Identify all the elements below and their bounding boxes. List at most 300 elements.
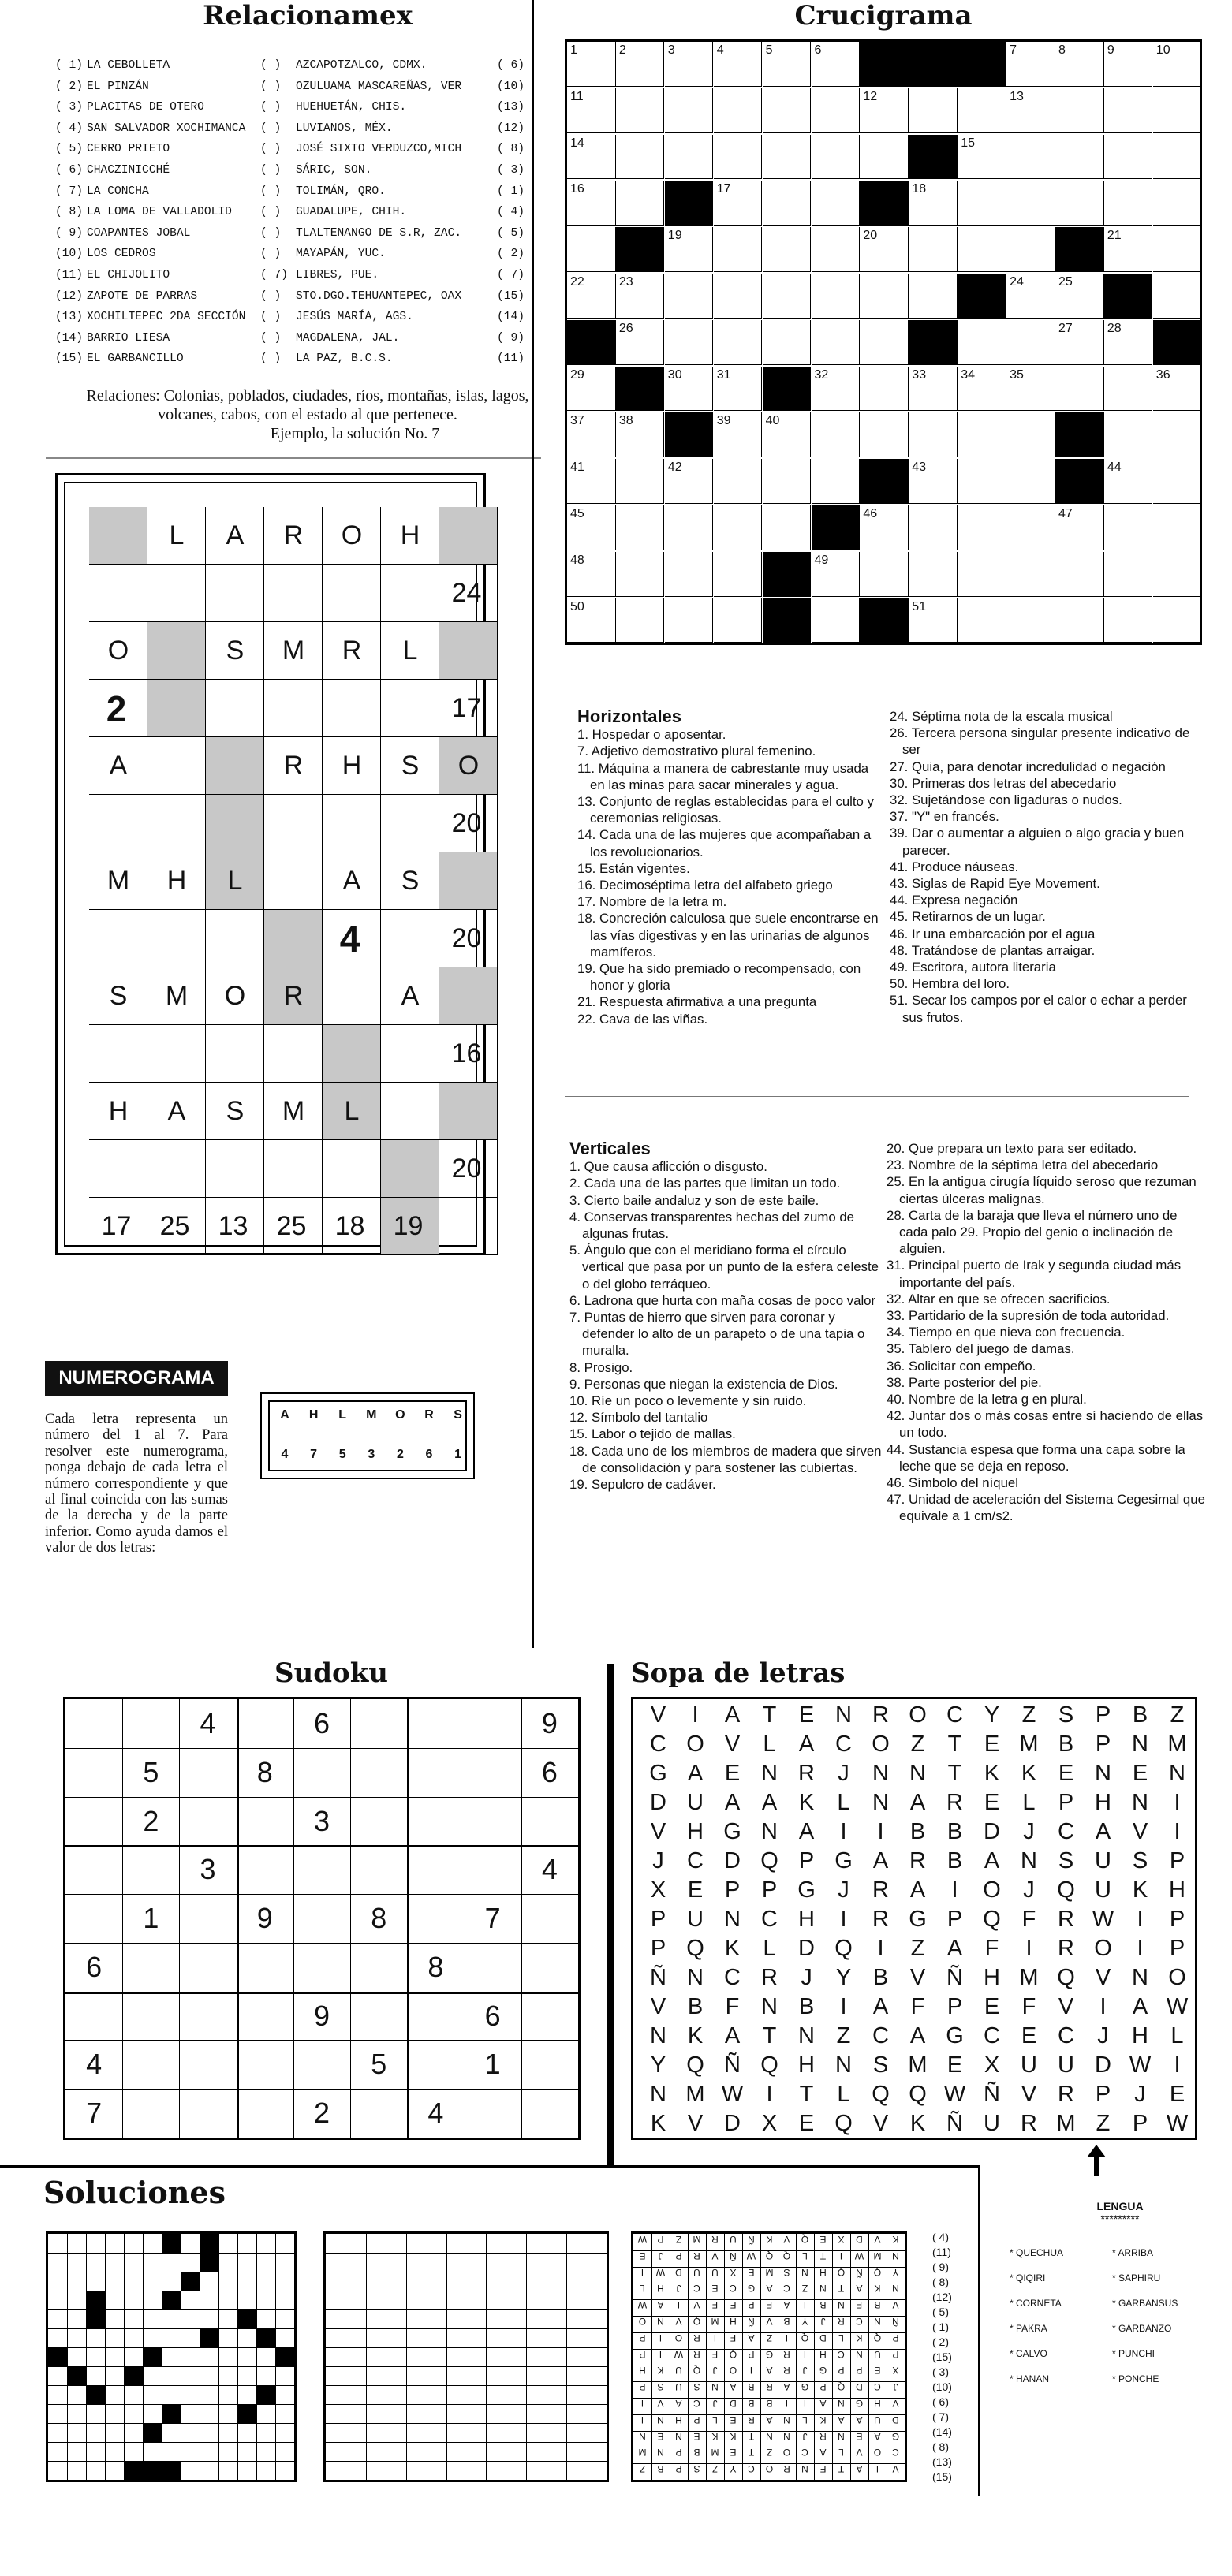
sopa-letter: W (1166, 1994, 1189, 2019)
rel-state: LIBRES, PUE. (296, 268, 379, 281)
sopa-letter: Q (1057, 1965, 1075, 1990)
sopa-solution-letter: A (874, 2430, 881, 2442)
crossword-cell: 47 (1055, 505, 1104, 550)
numerograma-letter: R (283, 751, 304, 781)
rel-blank: ( 7) (260, 268, 289, 281)
relacionamex-row (55, 139, 525, 160)
solution-hline (326, 2423, 607, 2424)
sopa-solution-letter: A (856, 2283, 863, 2295)
sopa-solution-letter: L (711, 2414, 718, 2425)
sopa-solution-letter: J (712, 2398, 718, 2409)
crossword-cell (1153, 88, 1202, 133)
sopa-solution-letter: P (892, 2332, 899, 2343)
relacionamex-solution (932, 2230, 972, 2485)
sopa-solution-letter: C (838, 2348, 846, 2360)
crossword-cell (616, 135, 665, 180)
sopa-solution-letter: Q (873, 2266, 882, 2278)
relacionamex-row (55, 244, 525, 265)
sopa-solution-letter: V (783, 2234, 790, 2245)
sopa-solution-letter: E (693, 2430, 700, 2442)
sopa-letter: Q (686, 1936, 704, 1961)
sudoku-given: 5 (143, 1755, 159, 1788)
clue-item: 8. Prosigo. (569, 1359, 633, 1375)
sopa-solution-letter: N (819, 2283, 827, 2295)
sopa-letter: T (947, 1732, 962, 1757)
numerograma-letter: S (226, 1096, 245, 1126)
sopa-solution-letter: P (657, 2234, 664, 2245)
crossword-black-cell (616, 367, 665, 412)
sopa-letter: P (724, 1877, 741, 1903)
sopa-letter: A (909, 1790, 926, 1815)
crossword-cell (1153, 412, 1202, 457)
column-divider (532, 0, 534, 1648)
crossword-cell (860, 552, 909, 597)
numerograma-gray-cell (206, 795, 264, 852)
rel-place: LA LOMA DE VALLADOLID (87, 206, 232, 219)
sopa-solution-letter: U (729, 2234, 737, 2245)
sopa-solution-letter: I (749, 2365, 752, 2377)
sudoku-hline (65, 1943, 578, 1944)
sopa-solution-letter: B (748, 2398, 755, 2409)
sopa-letter: F (910, 1994, 925, 2019)
key-letter: M (366, 1408, 377, 1422)
sopa-solution-letter: K (711, 2430, 719, 2442)
sopa-solution-letter: W (854, 2250, 864, 2261)
sudoku-hline (65, 1992, 578, 1994)
sopa-solution-letter: F (766, 2299, 772, 2311)
sopa-solution-letter: T (748, 2430, 754, 2442)
crossword-cell (1055, 181, 1104, 226)
sopa-letter: N (872, 1790, 889, 1815)
soluciones-title: Soluciones (43, 2175, 226, 2210)
numerograma-cell (89, 1025, 147, 1083)
sopa-solution-letter: T (838, 2463, 845, 2475)
rel-place: EL CHIJOLITO (87, 268, 170, 281)
rel-blank: ( ) (260, 206, 282, 219)
sopa-letter: R (761, 1965, 778, 1990)
sopa-letter: O (1094, 1936, 1112, 1961)
sopa-solution-letter: O (674, 2332, 682, 2343)
verticales-left (569, 1140, 883, 1493)
sopa-solution-letter: B (748, 2381, 755, 2393)
sopa-solution-letter: R (765, 2381, 773, 2393)
crossword-cell (665, 88, 714, 133)
sopa-letter: G (834, 1848, 853, 1873)
sopa-solution-letter: J (802, 2430, 808, 2442)
solution-hline (48, 2347, 294, 2348)
numerograma-cell (381, 795, 439, 852)
solution-black-cell (162, 2404, 181, 2423)
sopa-solution-letter: I (659, 2348, 663, 2360)
sopa-solution-letter: E (730, 2447, 737, 2459)
sopa-letter: A (798, 1732, 815, 1757)
lengua-heading (1073, 2200, 1167, 2225)
clue-item: 36. Solicitar con empeño. (887, 1358, 1036, 1374)
numerograma-letter: H (342, 751, 362, 781)
sopa-solution-letter: Ñ (856, 2266, 863, 2278)
numerograma-letter: A (167, 1096, 186, 1126)
sopa-solution-letter: H (674, 2414, 682, 2425)
solution-vline (86, 2234, 87, 2480)
crossword-black-cell (909, 135, 958, 180)
key-letter: L (338, 1408, 347, 1422)
rel-number: ( 7) (55, 185, 84, 198)
numerograma-gray-cell (323, 1025, 381, 1083)
crossword-black-cell (665, 412, 714, 457)
sopa-letter: E (687, 1877, 704, 1903)
crossword-black-cell (909, 42, 958, 87)
sopa-solution-letter: S (693, 2463, 700, 2475)
sudoku-given: 2 (143, 1804, 159, 1837)
numerograma-letter: A (109, 751, 128, 781)
sopa-solution-letter: Y (730, 2463, 737, 2475)
sopa-solution-letter: V (675, 2316, 682, 2327)
sopa-solution-letter: N (657, 2316, 664, 2327)
sopa-letter: N (687, 1965, 704, 1990)
sopa-solution-letter: N (783, 2430, 791, 2442)
sopa-letter: Q (834, 1936, 853, 1961)
sopa-letter: A (1132, 1994, 1148, 2019)
sopa-solution-letter: R (783, 2463, 791, 2475)
sopa-solution-letter: N (892, 2283, 899, 2295)
numerograma-letter: L (169, 520, 185, 550)
clue-item: 26. Tercera persona singular presente indicativo de ser (890, 725, 1190, 758)
numerograma-letter: L (227, 866, 243, 896)
rel-state: SÁRIC, SON. (296, 163, 372, 177)
sopa-letter: K (724, 1936, 741, 1961)
sopa-letter: A (761, 1790, 778, 1815)
crossword-cell: 5 (763, 42, 812, 87)
clue-item: 18. Cada uno de los miembros de madera que sirven de consolidación y para sostener las cubiertas. (569, 1443, 882, 1475)
rel-answer: ( 9) (932, 2261, 949, 2273)
sopa-solution-letter: C (747, 2463, 755, 2475)
sopa-letter: J (1023, 1819, 1035, 1844)
clue-item: 33. Partidario de la supresión de toda autoridad. (887, 1308, 1170, 1324)
sopa-solution-letter: H (657, 2283, 664, 2295)
key-number: 4 (281, 1448, 289, 1461)
rel-state: JESÚS MARÍA, AGS. (296, 311, 413, 324)
sopa-solution-letter: I (875, 2463, 879, 2475)
crossword-cell (812, 274, 861, 319)
crossword-black-cell (958, 274, 1006, 319)
clue-item: 11. Máquina a manera de cabrestante muy usada en las minas para sacar minerales y agua. (577, 760, 869, 792)
sopa-solution-letter: I (640, 2414, 644, 2425)
clue-item: 1. Que causa aflicción o disgusto. (569, 1159, 767, 1175)
sopa-solution-letter: L (802, 2250, 808, 2261)
sopa-solution-letter: V (892, 2398, 899, 2409)
rel-place: COAPANTES JOBAL (87, 226, 191, 240)
sudoku-given: 8 (256, 1755, 273, 1788)
rel-place: BARRIO LIESA (87, 331, 170, 345)
solution-hline (48, 2423, 294, 2424)
sopa-letter: A (909, 2023, 926, 2048)
sopa-solution-letter: D (892, 2414, 899, 2425)
rel-number: ( 2) (55, 80, 84, 93)
crossword-cell: 44 (1104, 459, 1153, 504)
rel-code: (14) (497, 311, 525, 324)
sopa-solution-letter: D (674, 2266, 682, 2278)
rel-number: ( 6) (55, 163, 84, 177)
numerograma-row-sum: 20 (451, 808, 482, 838)
crossword-cell (763, 227, 812, 272)
clue-item: 35. Tablero del juego de damas. (887, 1341, 1075, 1357)
sopa-solution-letter: P (639, 2381, 646, 2393)
sopa-letter: N (1132, 1790, 1148, 1815)
sopa-solution-letter: A (819, 2398, 827, 2409)
numerograma-cell (147, 737, 206, 795)
sopa-solution-letter: F (856, 2299, 863, 2311)
sopa-letter: I (840, 1819, 847, 1844)
rel-number: (11) (55, 268, 84, 281)
sopa-letter: S (1058, 1848, 1074, 1873)
sopa-solution-letter: V (693, 2299, 700, 2311)
crossword-cell: 2 (616, 42, 665, 87)
sopa-solution-letter: W (655, 2266, 666, 2278)
sopa-letter: R (909, 1848, 926, 1873)
numerograma-cell (381, 680, 439, 737)
sopa-letter: M (685, 2082, 705, 2107)
solution-vline (526, 2234, 527, 2480)
crossword-cell (714, 88, 763, 133)
clue-item: 47. Unidad de aceleración del Sistema Cegesimal que equivale a 1 cm/s2. (887, 1492, 1205, 1524)
crossword-cell (1006, 552, 1055, 597)
solution-hline (326, 2347, 607, 2348)
crossword-cell: 21 (1104, 227, 1153, 272)
crossword-black-cell (567, 320, 616, 365)
sopa-solution-letter: Q (729, 2348, 737, 2360)
crossword-cell (665, 274, 714, 319)
clue-item: 15. Labor o tejido de mallas. (569, 1426, 736, 1442)
sudoku-given: 9 (541, 1707, 558, 1739)
crossword-cell (812, 598, 861, 643)
sopa-solution-letter: P (748, 2299, 755, 2311)
sopa-solution-letter: F (730, 2332, 736, 2343)
key-letter: R (424, 1408, 434, 1422)
solution-vline (218, 2234, 219, 2480)
sopa-letter: E (984, 1790, 1000, 1815)
sopa-solution-letter: N (892, 2250, 899, 2261)
sopa-letter: A (798, 1819, 815, 1844)
numerograma-col-sum: 13 (218, 1211, 248, 1241)
arrow-up-icon (1087, 2145, 1106, 2176)
relacionamex-row (55, 160, 525, 181)
sopa-solution-letter: C (874, 2381, 881, 2393)
numerograma-given: 4 (339, 918, 360, 960)
sopa-solution-letter: N (711, 2381, 719, 2393)
numerograma-letter: S (401, 751, 420, 781)
numerograma-cell (264, 680, 323, 737)
crossword-cell (1104, 181, 1153, 226)
numerograma-cell (206, 910, 264, 967)
clue-item: 15. Están vigentes. (577, 860, 690, 876)
crossword-cell: 36 (1153, 367, 1202, 412)
numerograma-cell (264, 1140, 323, 1198)
sopa-solution-letter: R (693, 2332, 700, 2343)
clue-item: 21. Respuesta afirmativa a una pregunta (577, 994, 817, 1010)
sopa-solution-letter: T (838, 2283, 845, 2295)
rel-state: OZULUAMA MASCAREÑAS, VER (296, 80, 462, 93)
rel-place: SAN SALVADOR XOCHIMANCA (87, 121, 246, 135)
sopa-letter: M (1019, 1965, 1039, 1990)
rel-answer: ( 4) (932, 2231, 949, 2243)
sopa-solution-letter: J (802, 2365, 808, 2377)
sopa-solution-letter: J (893, 2381, 898, 2393)
sopa-solution-letter: A (765, 2365, 772, 2377)
sopa-letter: Ñ (946, 1965, 963, 1990)
sudoku-grid (63, 1697, 581, 2140)
relacionamex-row (55, 223, 525, 244)
sopa-solution-letter: P (675, 2447, 682, 2459)
sopa-letter: Z (910, 1936, 925, 1961)
sopa-letter: N (1095, 1761, 1111, 1786)
sopa-solution-letter: E (748, 2266, 755, 2278)
sopa-letter: J (801, 1965, 812, 1990)
solution-black-cell (162, 2461, 181, 2480)
crossword-cell (616, 459, 665, 504)
rel-state: LA PAZ, B.C.S. (296, 352, 393, 366)
solution-black-cell (124, 2366, 143, 2385)
sopa-letter: E (984, 1732, 1000, 1757)
rel-code: ( 2) (497, 248, 525, 261)
rel-number: ( 3) (55, 101, 84, 114)
sopa-letter: V (650, 1994, 666, 2019)
sopa-letter: Y (984, 1702, 1000, 1728)
sopa-letter: P (1132, 2111, 1148, 2136)
clue-item: 25. En la antigua cirugía líquido seroso que rezuman ciertas úlceras malignas. (887, 1174, 1197, 1206)
sopa-letter: I (1174, 1790, 1181, 1815)
rel-number: ( 9) (55, 226, 84, 240)
key-number: 3 (368, 1448, 375, 1461)
rel-code: ( 7) (497, 268, 525, 281)
sopa-letter: B (909, 1819, 926, 1844)
lengua-stars: ********* (1100, 2213, 1140, 2225)
sopa-solution-letter: K (819, 2414, 827, 2425)
sopa-solution-letter: C (856, 2316, 863, 2327)
numerograma-gray-cell (439, 1083, 498, 1140)
sopa-letter: K (1021, 1761, 1037, 1786)
rel-blank: ( ) (260, 163, 282, 177)
sopa-letter: N (650, 2082, 666, 2107)
sopa-letter: U (687, 1790, 704, 1815)
sopa-solution-letter: M (693, 2234, 701, 2245)
sopa-solution-letter: N (657, 2414, 664, 2425)
sudoku-given: 6 (484, 1999, 501, 2032)
sopa-letter: I (951, 1877, 958, 1903)
crossword-cell (958, 552, 1006, 597)
key-number: 2 (396, 1448, 404, 1461)
rel-state: LUVIANOS, MÉX. (296, 121, 393, 135)
crucigrama-title: Crucigrama (794, 0, 973, 32)
sopa-solution-letter: A (748, 2332, 755, 2343)
sopa-letter: U (1021, 2052, 1037, 2078)
sopa-letter: V (724, 1732, 741, 1757)
crossword-cell (665, 320, 714, 365)
numerograma-board (55, 473, 486, 1255)
sopa-letter: A (724, 1702, 741, 1728)
sopa-solution-letter: I (804, 2299, 807, 2311)
sopa-letter: E (984, 1994, 1000, 2019)
sopa-solution-letter: Ñ (892, 2316, 899, 2327)
word-item: * ARRIBA (1112, 2247, 1154, 2258)
numerograma-gray-cell (439, 622, 498, 680)
crossword-cell: 26 (616, 320, 665, 365)
solution-hline (326, 2442, 607, 2443)
crossword-cell (812, 227, 861, 272)
rel-answer: ( 2) (932, 2336, 949, 2348)
crossword-cell: 49 (812, 552, 861, 597)
sopa-solution-letter: N (765, 2430, 773, 2442)
sudoku-given: 3 (200, 1853, 216, 1886)
crossword-cell (958, 459, 1006, 504)
rel-place: EL GARBANCILLO (87, 352, 184, 366)
clue-item: 44. Expresa negación (890, 893, 1018, 908)
word-item: * QUECHUA (1010, 2247, 1064, 2258)
numerograma-letter: M (282, 636, 305, 665)
sopa-letter: G (797, 1877, 816, 1903)
sopa-solution-letter: D (856, 2381, 863, 2393)
sopa-solution-letter: F (711, 2348, 718, 2360)
crossword-cell (714, 135, 763, 180)
crossword-black-cell (763, 552, 812, 597)
sopa-title: Sopa de letras (631, 1657, 846, 1689)
sopa-solution-letter: E (639, 2250, 646, 2261)
crossword-cell (1104, 88, 1153, 133)
crossword-cell (909, 412, 958, 457)
clue-item: 39. Dar o aumentar a alguien o algo gracia y buen parecer. (890, 826, 1185, 858)
sopa-solution-letter: G (765, 2348, 773, 2360)
rel-blank: ( ) (260, 248, 282, 261)
crossword-cell: 43 (909, 459, 958, 504)
rel-state: AZCAPOTZALCO, CDMX. (296, 59, 427, 72)
crossword-cell (1153, 459, 1202, 504)
sopa-letter: A (946, 1936, 963, 1961)
sopa-letter: O (872, 1732, 890, 1757)
numerograma-cell (323, 795, 381, 852)
crossword-cell: 31 (714, 367, 763, 412)
sopa-solution-letter: O (729, 2365, 737, 2377)
crossword-cell: 45 (567, 505, 616, 550)
sudoku-given: 4 (200, 1707, 216, 1739)
sopa-letter: V (650, 1702, 666, 1728)
sopa-solution-letter: R (783, 2365, 791, 2377)
rel-answer: (15) (932, 2350, 952, 2363)
sopa-solution-letter: I (786, 2332, 789, 2343)
sopa-solution-letter: G (891, 2430, 900, 2442)
crossword-cell (958, 88, 1006, 133)
sopa-letter: R (1058, 1936, 1074, 1961)
clue-item: 42. Juntar dos o más cosas entre sí haciendo de ellas un todo. (887, 1408, 1204, 1441)
sopa-solution-letter: L (802, 2414, 808, 2425)
numerograma-cell (147, 565, 206, 622)
sopa-solution-letter: B (657, 2463, 664, 2475)
sopa-letter: A (872, 1994, 889, 2019)
crossword-cell (958, 598, 1006, 643)
rel-place: XOCHILTEPEC 2DA SECCIÓN (87, 311, 246, 324)
sopa-solution-letter: C (801, 2447, 809, 2459)
sopa-letter: N (1169, 1761, 1185, 1786)
crossword-black-cell (812, 505, 861, 550)
rel-blank: ( ) (260, 59, 282, 72)
sopa-letter: V (687, 2111, 704, 2136)
crossword-cell: 8 (1055, 42, 1104, 87)
rel-number: (10) (55, 248, 84, 261)
crossword-black-cell (860, 181, 909, 226)
sopa-letter: A (984, 1848, 1000, 1873)
crossword-cell: 4 (714, 42, 763, 87)
crossword-cell (1153, 181, 1202, 226)
numerograma-cell (147, 1025, 206, 1083)
crossword-black-cell (1104, 274, 1153, 319)
